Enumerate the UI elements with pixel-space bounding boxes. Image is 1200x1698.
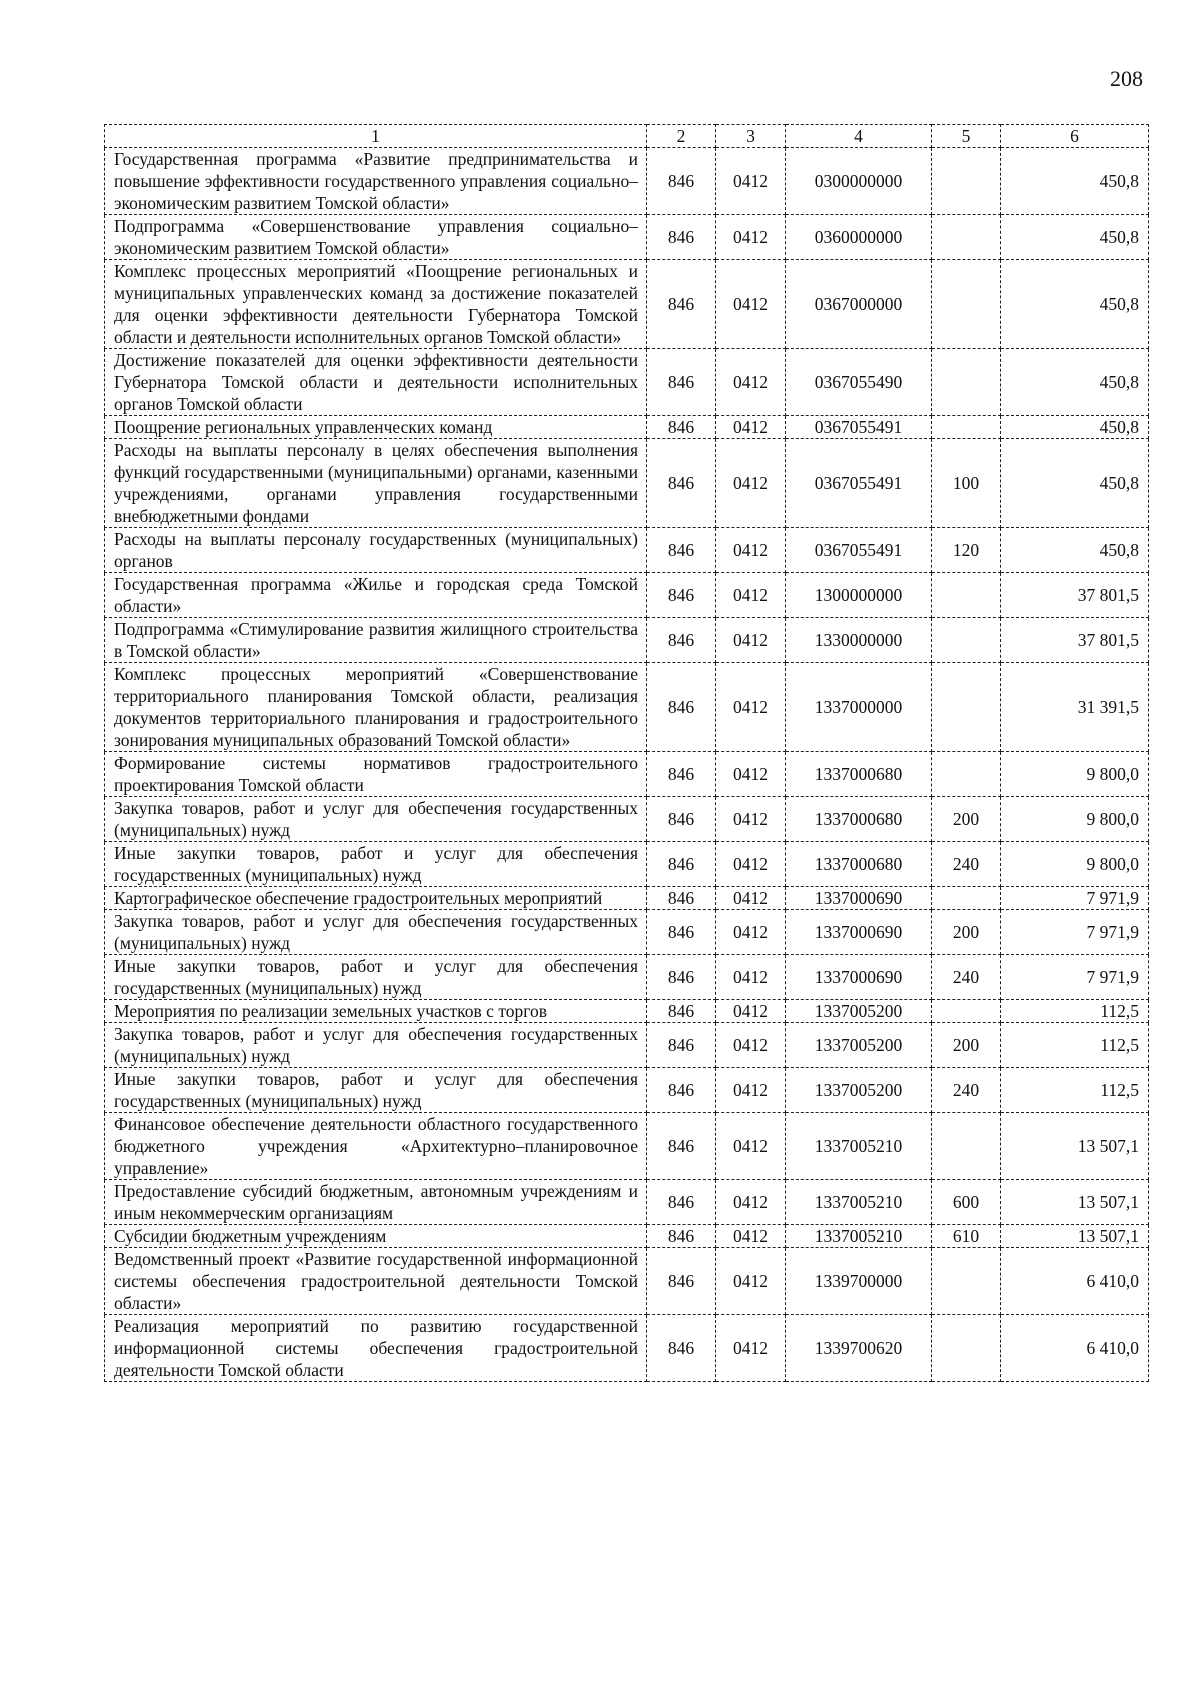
row-expense-type (932, 260, 1001, 349)
row-name: Мероприятия по реализации земельных участков с торгов (105, 1000, 647, 1023)
row-name: Реализация мероприятий по развитию государственной информационной системы обеспечения градостроительной деятельности Томской области (105, 1315, 647, 1382)
row-target-article: 1337005200 (786, 1000, 932, 1023)
table-row (105, 439, 1149, 528)
row-ved-code: 846 (647, 910, 716, 955)
row-name: Формирование системы нормативов градостроительного проектирования Томской области (105, 752, 647, 797)
row-amount: 450,8 (1001, 349, 1149, 416)
header-col-4: 4 (786, 125, 932, 148)
row-section-code: 0412 (716, 1000, 786, 1023)
row-target-article: 1337005200 (786, 1068, 932, 1113)
row-expense-type: 100 (932, 439, 1001, 528)
row-target-article: 1337000680 (786, 752, 932, 797)
row-name: Расходы на выплаты персоналу в целях обеспечения выполнения функций государственными (муниципальными) органами, казенными учреждениями, органами управления государственными внебюджетными фондами (105, 439, 647, 528)
row-ved-code: 846 (647, 752, 716, 797)
row-section-code: 0412 (716, 1225, 786, 1248)
table-row (105, 1225, 1149, 1248)
row-name: Иные закупки товаров, работ и услуг для обеспечения государственных (муниципальных) нужд (105, 1068, 647, 1113)
row-amount: 9 800,0 (1001, 752, 1149, 797)
row-expense-type (932, 663, 1001, 752)
row-amount: 6 410,0 (1001, 1248, 1149, 1315)
row-section-code: 0412 (716, 349, 786, 416)
header-col-5: 5 (932, 125, 1001, 148)
row-ved-code: 846 (647, 416, 716, 439)
row-section-code: 0412 (716, 887, 786, 910)
row-ved-code: 846 (647, 842, 716, 887)
row-expense-type: 240 (932, 842, 1001, 887)
table-row (105, 910, 1149, 955)
row-section-code: 0412 (716, 1180, 786, 1225)
row-name: Поощрение региональных управленческих команд (105, 416, 647, 439)
row-expense-type: 610 (932, 1225, 1001, 1248)
row-target-article: 0367055491 (786, 439, 932, 528)
row-amount: 37 801,5 (1001, 618, 1149, 663)
table-row (105, 260, 1149, 349)
table-row (105, 955, 1149, 1000)
row-ved-code: 846 (647, 1315, 716, 1382)
row-amount: 450,8 (1001, 439, 1149, 528)
row-target-article: 0367055491 (786, 416, 932, 439)
page-number: 208 (1110, 66, 1143, 91)
row-name: Подпрограмма «Стимулирование развития жилищного строительства в Томской области» (105, 618, 647, 663)
row-amount: 112,5 (1001, 1000, 1149, 1023)
row-name: Ведомственный проект «Развитие государственной информационной системы обеспечения градостроительной деятельности Томской области» (105, 1248, 647, 1315)
row-amount: 7 971,9 (1001, 910, 1149, 955)
row-expense-type: 240 (932, 1068, 1001, 1113)
row-expense-type (932, 416, 1001, 439)
row-amount: 450,8 (1001, 528, 1149, 573)
table-row (105, 1315, 1149, 1382)
row-target-article: 1337005210 (786, 1113, 932, 1180)
row-ved-code: 846 (647, 349, 716, 416)
row-amount: 450,8 (1001, 148, 1149, 215)
row-target-article: 0360000000 (786, 215, 932, 260)
row-ved-code: 846 (647, 1000, 716, 1023)
row-section-code: 0412 (716, 215, 786, 260)
row-target-article: 1300000000 (786, 573, 932, 618)
row-amount: 9 800,0 (1001, 797, 1149, 842)
row-ved-code: 846 (647, 1180, 716, 1225)
table-row (105, 573, 1149, 618)
row-ved-code: 846 (647, 573, 716, 618)
row-expense-type (932, 887, 1001, 910)
row-section-code: 0412 (716, 752, 786, 797)
table-row (105, 1068, 1149, 1113)
row-section-code: 0412 (716, 148, 786, 215)
row-ved-code: 846 (647, 439, 716, 528)
header-col-6: 6 (1001, 125, 1149, 148)
row-section-code: 0412 (716, 416, 786, 439)
row-amount: 13 507,1 (1001, 1225, 1149, 1248)
table-row (105, 797, 1149, 842)
row-name: Закупка товаров, работ и услуг для обеспечения государственных (муниципальных) нужд (105, 910, 647, 955)
row-expense-type (932, 618, 1001, 663)
row-expense-type (932, 215, 1001, 260)
row-section-code: 0412 (716, 1068, 786, 1113)
row-target-article: 1337000690 (786, 910, 932, 955)
row-name: Государственная программа «Жилье и городская среда Томской области» (105, 573, 647, 618)
row-name: Иные закупки товаров, работ и услуг для обеспечения государственных (муниципальных) нужд (105, 955, 647, 1000)
row-ved-code: 846 (647, 1113, 716, 1180)
row-ved-code: 846 (647, 1248, 716, 1315)
row-expense-type: 200 (932, 797, 1001, 842)
row-amount: 37 801,5 (1001, 573, 1149, 618)
row-expense-type: 240 (932, 955, 1001, 1000)
row-section-code: 0412 (716, 797, 786, 842)
table-row (105, 842, 1149, 887)
table-row (105, 1248, 1149, 1315)
row-name: Предоставление субсидий бюджетным, автономным учреждениям и иным некоммерческим организациям (105, 1180, 647, 1225)
row-expense-type (932, 1248, 1001, 1315)
row-amount: 450,8 (1001, 416, 1149, 439)
table-row (105, 349, 1149, 416)
header-col-2: 2 (647, 125, 716, 148)
row-amount: 31 391,5 (1001, 663, 1149, 752)
row-section-code: 0412 (716, 1315, 786, 1382)
row-section-code: 0412 (716, 1023, 786, 1068)
row-section-code: 0412 (716, 439, 786, 528)
header-col-1: 1 (105, 125, 647, 148)
row-ved-code: 846 (647, 887, 716, 910)
row-amount: 112,5 (1001, 1023, 1149, 1068)
row-amount: 450,8 (1001, 260, 1149, 349)
row-section-code: 0412 (716, 842, 786, 887)
row-amount: 13 507,1 (1001, 1180, 1149, 1225)
row-expense-type (932, 349, 1001, 416)
row-section-code: 0412 (716, 528, 786, 573)
row-expense-type (932, 1113, 1001, 1180)
row-ved-code: 846 (647, 1068, 716, 1113)
table-row (105, 887, 1149, 910)
row-ved-code: 846 (647, 797, 716, 842)
row-target-article: 1339700620 (786, 1315, 932, 1382)
row-target-article: 0367055491 (786, 528, 932, 573)
row-target-article: 0300000000 (786, 148, 932, 215)
row-expense-type (932, 1000, 1001, 1023)
row-amount: 7 971,9 (1001, 887, 1149, 910)
row-target-article: 1337000690 (786, 955, 932, 1000)
row-name: Комплекс процессных мероприятий «Поощрение региональных и муниципальных управленческих команд за достижение показателей для оценки эффективности деятельности Губернатора Томской области и деятельности исполнительных органов Томской области» (105, 260, 647, 349)
table-row (105, 1180, 1149, 1225)
table-row (105, 416, 1149, 439)
row-name: Иные закупки товаров, работ и услуг для обеспечения государственных (муниципальных) нужд (105, 842, 647, 887)
row-expense-type: 120 (932, 528, 1001, 573)
row-expense-type (932, 148, 1001, 215)
row-expense-type (932, 752, 1001, 797)
row-ved-code: 846 (647, 1023, 716, 1068)
row-ved-code: 846 (647, 955, 716, 1000)
row-name: Закупка товаров, работ и услуг для обеспечения государственных (муниципальных) нужд (105, 797, 647, 842)
row-name: Финансовое обеспечение деятельности областного государственного бюджетного учреждения «Архитектурно–планировочное управление» (105, 1113, 647, 1180)
header-col-3: 3 (716, 125, 786, 148)
row-amount: 9 800,0 (1001, 842, 1149, 887)
row-amount: 7 971,9 (1001, 955, 1149, 1000)
row-target-article: 1337000680 (786, 842, 932, 887)
row-name: Субсидии бюджетным учреждениям (105, 1225, 647, 1248)
table-row (105, 663, 1149, 752)
row-name: Достижение показателей для оценки эффективности деятельности Губернатора Томской области и деятельности исполнительных органов Томской области (105, 349, 647, 416)
table-header-row (105, 125, 1149, 148)
table-row (105, 148, 1149, 215)
budget-table (104, 124, 1149, 1382)
table-row (105, 215, 1149, 260)
row-target-article: 1330000000 (786, 618, 932, 663)
row-section-code: 0412 (716, 618, 786, 663)
table-row (105, 752, 1149, 797)
row-ved-code: 846 (647, 528, 716, 573)
table-row (105, 1023, 1149, 1068)
row-amount: 450,8 (1001, 215, 1149, 260)
row-amount: 13 507,1 (1001, 1113, 1149, 1180)
row-target-article: 0367055490 (786, 349, 932, 416)
row-target-article: 1337000690 (786, 887, 932, 910)
row-ved-code: 846 (647, 1225, 716, 1248)
table-row (105, 1000, 1149, 1023)
row-expense-type (932, 1315, 1001, 1382)
row-ved-code: 846 (647, 215, 716, 260)
row-target-article: 1337005200 (786, 1023, 932, 1068)
row-target-article: 1339700000 (786, 1248, 932, 1315)
row-expense-type: 200 (932, 910, 1001, 955)
table-body (105, 148, 1149, 1382)
row-target-article: 1337005210 (786, 1225, 932, 1248)
row-amount: 112,5 (1001, 1068, 1149, 1113)
row-name: Картографическое обеспечение градостроительных мероприятий (105, 887, 647, 910)
row-name: Закупка товаров, работ и услуг для обеспечения государственных (муниципальных) нужд (105, 1023, 647, 1068)
table-row (105, 528, 1149, 573)
table-row (105, 1113, 1149, 1180)
row-section-code: 0412 (716, 260, 786, 349)
row-ved-code: 846 (647, 148, 716, 215)
row-section-code: 0412 (716, 1113, 786, 1180)
row-name: Государственная программа «Развитие предпринимательства и повышение эффективности государственного управления социально–экономическим развитием Томской области» (105, 148, 647, 215)
row-target-article: 1337000680 (786, 797, 932, 842)
row-section-code: 0412 (716, 1248, 786, 1315)
row-target-article: 1337000000 (786, 663, 932, 752)
row-target-article: 0367000000 (786, 260, 932, 349)
row-ved-code: 846 (647, 663, 716, 752)
row-section-code: 0412 (716, 955, 786, 1000)
row-section-code: 0412 (716, 663, 786, 752)
row-name: Комплекс процессных мероприятий «Совершенствование территориального планирования Томской области, реализация документов территориального планирования и градостроительного зонирования муниципальных образований Томской области» (105, 663, 647, 752)
row-target-article: 1337005210 (786, 1180, 932, 1225)
row-expense-type: 200 (932, 1023, 1001, 1068)
row-section-code: 0412 (716, 573, 786, 618)
row-expense-type: 600 (932, 1180, 1001, 1225)
table-row (105, 618, 1149, 663)
row-name: Расходы на выплаты персоналу государственных (муниципальных) органов (105, 528, 647, 573)
row-expense-type (932, 573, 1001, 618)
row-amount: 6 410,0 (1001, 1315, 1149, 1382)
row-ved-code: 846 (647, 260, 716, 349)
row-ved-code: 846 (647, 618, 716, 663)
row-name: Подпрограмма «Совершенствование управления социально–экономическим развитием Томской области» (105, 215, 647, 260)
row-section-code: 0412 (716, 910, 786, 955)
